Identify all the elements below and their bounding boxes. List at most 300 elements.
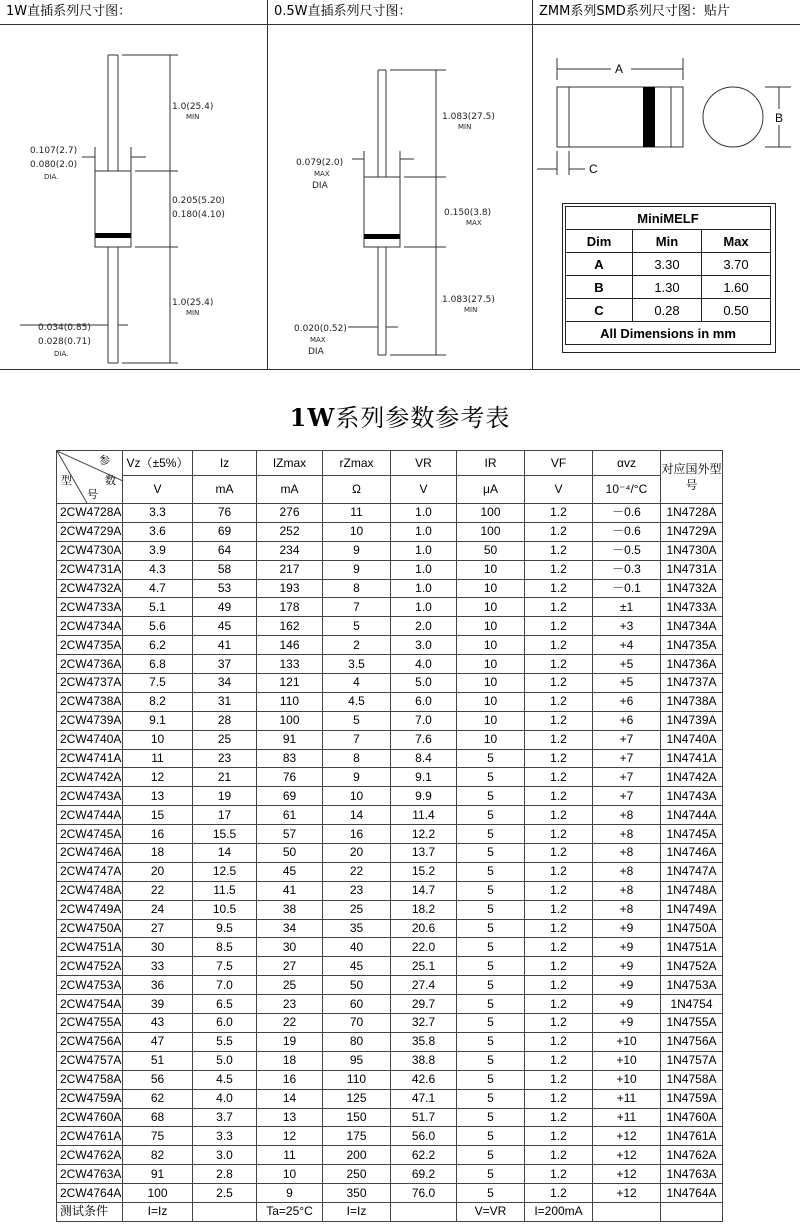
value-cell: 7.5: [123, 674, 193, 693]
value-cell: 5: [457, 1108, 525, 1127]
table-row: [57, 541, 723, 560]
minimelf-title: MiniMELF: [566, 207, 771, 230]
value-cell: 178: [257, 598, 323, 617]
value-cell: 15.2: [391, 862, 457, 881]
minimelf-footer: All Dimensions in mm: [566, 322, 771, 345]
equivalent-cell: 1N4731A: [661, 560, 723, 579]
value-cell: 350: [323, 1184, 391, 1203]
value-cell: 33: [123, 957, 193, 976]
model-cell: 2CW4751A: [57, 938, 123, 957]
panel-header: 1W直插系列尺寸图：: [0, 0, 267, 25]
value-cell: 28: [193, 711, 257, 730]
value-cell: 5: [457, 919, 525, 938]
value-cell: 2.8: [193, 1165, 257, 1184]
equivalent-cell: 1N4733A: [661, 598, 723, 617]
value-cell: 12: [123, 768, 193, 787]
header-row: [57, 451, 723, 476]
value-cell: 5: [457, 806, 525, 825]
value-cell: 25.1: [391, 957, 457, 976]
value-cell: 5: [457, 976, 525, 995]
value-cell: +12: [593, 1146, 661, 1165]
value-cell: +5: [593, 655, 661, 674]
svg-text:DIA: DIA: [308, 347, 324, 357]
value-cell: 1.0: [391, 504, 457, 523]
equivalent-cell: 1N4744A: [661, 806, 723, 825]
table-row: [57, 749, 723, 768]
value-cell: 1.2: [525, 1089, 593, 1108]
value-cell: 10: [323, 787, 391, 806]
value-cell: 3.7: [193, 1108, 257, 1127]
svg-text:MIN: MIN: [186, 309, 200, 317]
equivalent-cell: 1N4729A: [661, 522, 723, 541]
value-cell: 1.0: [391, 579, 457, 598]
column-header: Vz（±5%）: [123, 451, 193, 476]
dim-label-c: C: [589, 162, 598, 176]
table-row: [57, 692, 723, 711]
table-row: [57, 617, 723, 636]
cathode-band: [643, 87, 655, 147]
value-cell: 1.2: [525, 825, 593, 844]
column-header-equivalent: 对应国外型号: [661, 451, 723, 504]
value-cell: 12.2: [391, 825, 457, 844]
value-cell: 4.7: [123, 579, 193, 598]
value-cell: 56: [123, 1070, 193, 1089]
equivalent-cell: 1N4756A: [661, 1032, 723, 1051]
value-cell: 14.7: [391, 881, 457, 900]
lead-length-bottom: 1.0(25.4): [172, 298, 214, 308]
table-row: [57, 522, 723, 541]
test-conditions-row: [57, 1202, 723, 1221]
value-cell: 10: [457, 655, 525, 674]
value-cell: +9: [593, 976, 661, 995]
value-cell: 43: [123, 1014, 193, 1033]
value-cell: +9: [593, 1014, 661, 1033]
value-cell: 2.5: [193, 1184, 257, 1203]
model-cell: 2CW4763A: [57, 1165, 123, 1184]
value-cell: +3: [593, 617, 661, 636]
value-cell: 5: [457, 1051, 525, 1070]
value-cell: 1.2: [525, 711, 593, 730]
lead-length-top: 1.083(27.5): [442, 112, 495, 122]
value-cell: 6.0: [193, 1014, 257, 1033]
equivalent-cell: 1N4764A: [661, 1184, 723, 1203]
column-unit: V: [525, 476, 593, 504]
value-cell: 5: [457, 1032, 525, 1051]
value-cell: 3.0: [391, 636, 457, 655]
value-cell: 1.2: [525, 674, 593, 693]
value-cell: 69: [193, 522, 257, 541]
value-cell: 11: [123, 749, 193, 768]
value-cell: 45: [323, 957, 391, 976]
table-row: [57, 787, 723, 806]
value-cell: 10: [457, 617, 525, 636]
value-cell: 16: [257, 1070, 323, 1089]
value-cell: 82: [123, 1146, 193, 1165]
model-cell: 2CW4759A: [57, 1089, 123, 1108]
value-cell: +9: [593, 919, 661, 938]
value-cell: 1.2: [525, 1032, 593, 1051]
value-cell: 36: [123, 976, 193, 995]
value-cell: 1.2: [525, 1127, 593, 1146]
value-cell: 69.2: [391, 1165, 457, 1184]
value-cell: 10: [323, 522, 391, 541]
dimension-drawings: [0, 0, 800, 372]
table-row: [57, 844, 723, 863]
value-cell: 9.1: [123, 711, 193, 730]
value-cell: 3.3: [193, 1127, 257, 1146]
table-row: [57, 1089, 723, 1108]
value-cell: +11: [593, 1089, 661, 1108]
value-cell: 10: [457, 579, 525, 598]
value-cell: +5: [593, 674, 661, 693]
model-cell: 2CW4744A: [57, 806, 123, 825]
dim-label-a: A: [615, 62, 624, 76]
value-cell: 3.3: [123, 504, 193, 523]
equivalent-cell: 1N4739A: [661, 711, 723, 730]
value-cell: 47.1: [391, 1089, 457, 1108]
table-row: [57, 919, 723, 938]
value-cell: 100: [457, 504, 525, 523]
value-cell: 22: [323, 862, 391, 881]
value-cell: 10: [457, 636, 525, 655]
value-cell: －0.5: [593, 541, 661, 560]
value-cell: 5: [457, 1165, 525, 1184]
value-cell: 76: [193, 504, 257, 523]
value-cell: 1.2: [525, 957, 593, 976]
value-cell: 14: [323, 806, 391, 825]
value-cell: 1.2: [525, 806, 593, 825]
minimelf-drawing: [533, 25, 799, 205]
value-cell: +8: [593, 806, 661, 825]
condition-cell: 测试条件: [57, 1202, 123, 1221]
value-cell: 25: [193, 730, 257, 749]
value-cell: 56.0: [391, 1127, 457, 1146]
value-cell: +10: [593, 1051, 661, 1070]
value-cell: 6.0: [391, 692, 457, 711]
value-cell: 1.2: [525, 919, 593, 938]
value-cell: 24: [123, 900, 193, 919]
value-cell: +9: [593, 957, 661, 976]
value-cell: 75: [123, 1127, 193, 1146]
svg-text:DIA.: DIA.: [54, 350, 69, 358]
value-cell: 34: [257, 919, 323, 938]
value-cell: 21: [193, 768, 257, 787]
value-cell: 2.0: [391, 617, 457, 636]
value-cell: 9: [257, 1184, 323, 1203]
equivalent-cell: 1N4742A: [661, 768, 723, 787]
value-cell: 5: [457, 881, 525, 900]
value-cell: +12: [593, 1165, 661, 1184]
value-cell: －0.1: [593, 579, 661, 598]
value-cell: 57: [257, 825, 323, 844]
value-cell: 41: [257, 881, 323, 900]
value-cell: 5.1: [123, 598, 193, 617]
equivalent-cell: 1N4751A: [661, 938, 723, 957]
value-cell: 1.2: [525, 504, 593, 523]
value-cell: 1.2: [525, 938, 593, 957]
equivalent-cell: 1N4754: [661, 995, 723, 1014]
value-cell: 5.0: [391, 674, 457, 693]
svg-text:MIN: MIN: [458, 123, 472, 131]
value-cell: +7: [593, 768, 661, 787]
value-cell: 5: [457, 938, 525, 957]
value-cell: 91: [123, 1165, 193, 1184]
value-cell: 38: [257, 900, 323, 919]
equivalent-cell: 1N4750A: [661, 919, 723, 938]
table-row: [57, 976, 723, 995]
column-unit: mA: [257, 476, 323, 504]
body-len-min: 0.180(4.10): [172, 210, 225, 220]
model-cell: 2CW4733A: [57, 598, 123, 617]
model-cell: 2CW4731A: [57, 560, 123, 579]
value-cell: 4: [323, 674, 391, 693]
value-cell: 3.0: [193, 1146, 257, 1165]
equivalent-cell: 1N4755A: [661, 1014, 723, 1033]
value-cell: +9: [593, 995, 661, 1014]
value-cell: 50: [323, 976, 391, 995]
model-cell: 2CW4757A: [57, 1051, 123, 1070]
value-cell: +8: [593, 862, 661, 881]
value-cell: 4.0: [193, 1089, 257, 1108]
panel-header: ZMM系列SMD系列尺寸图：贴片: [533, 0, 800, 25]
svg-text:MAX: MAX: [310, 336, 326, 344]
value-cell: 200: [323, 1146, 391, 1165]
value-cell: 19: [193, 787, 257, 806]
equivalent-cell: 1N4752A: [661, 957, 723, 976]
model-cell: 2CW4754A: [57, 995, 123, 1014]
value-cell: 1.2: [525, 862, 593, 881]
value-cell: 12: [257, 1127, 323, 1146]
equivalent-cell: 1N4741A: [661, 749, 723, 768]
value-cell: 146: [257, 636, 323, 655]
value-cell: ±1: [593, 598, 661, 617]
value-cell: 51.7: [391, 1108, 457, 1127]
value-cell: 15: [123, 806, 193, 825]
value-cell: 5: [457, 900, 525, 919]
column-header: IR: [457, 451, 525, 476]
value-cell: 22: [123, 881, 193, 900]
value-cell: 5: [323, 617, 391, 636]
value-cell: 35.8: [391, 1032, 457, 1051]
table-row: [57, 674, 723, 693]
value-cell: +7: [593, 787, 661, 806]
model-cell: 2CW4745A: [57, 825, 123, 844]
1w-diode-drawing: [0, 25, 266, 369]
equivalent-cell: 1N4745A: [661, 825, 723, 844]
value-cell: 11.4: [391, 806, 457, 825]
value-cell: 1.2: [525, 598, 593, 617]
value-cell: 5.0: [193, 1051, 257, 1070]
panel-05w-through-hole: [268, 0, 533, 370]
value-cell: 16: [123, 825, 193, 844]
body-dia-min: 0.080(2.0): [30, 160, 78, 170]
model-cell: 2CW4730A: [57, 541, 123, 560]
value-cell: +7: [593, 749, 661, 768]
panel-1w-through-hole: [0, 0, 268, 370]
value-cell: 175: [323, 1127, 391, 1146]
value-cell: －0.3: [593, 560, 661, 579]
value-cell: 5: [457, 1127, 525, 1146]
value-cell: 250: [323, 1165, 391, 1184]
value-cell: 53: [193, 579, 257, 598]
value-cell: 12.5: [193, 862, 257, 881]
value-cell: 7.0: [391, 711, 457, 730]
column-unit: 10⁻⁴/°C: [593, 476, 661, 504]
value-cell: 4.5: [193, 1070, 257, 1089]
value-cell: 45: [193, 617, 257, 636]
table-row: [57, 579, 723, 598]
value-cell: 10: [457, 692, 525, 711]
value-cell: 37: [193, 655, 257, 674]
equivalent-cell: 1N4749A: [661, 900, 723, 919]
model-cell: 2CW4760A: [57, 1108, 123, 1127]
value-cell: 50: [257, 844, 323, 863]
column-header: IZmax: [257, 451, 323, 476]
value-cell: 62: [123, 1089, 193, 1108]
page-title: 1W系列参数参考表: [289, 403, 511, 432]
value-cell: 1.2: [525, 1014, 593, 1033]
value-cell: 19: [257, 1032, 323, 1051]
value-cell: 5: [457, 787, 525, 806]
minimelf-row: A 3.30 3.70: [566, 253, 771, 276]
value-cell: 10.5: [193, 900, 257, 919]
value-cell: 193: [257, 579, 323, 598]
value-cell: +8: [593, 881, 661, 900]
value-cell: 5: [457, 1184, 525, 1203]
column-unit: μA: [457, 476, 525, 504]
value-cell: 27: [123, 919, 193, 938]
value-cell: 5: [457, 862, 525, 881]
value-cell: 1.2: [525, 692, 593, 711]
value-cell: 80: [323, 1032, 391, 1051]
table-row: [57, 881, 723, 900]
value-cell: 11: [257, 1146, 323, 1165]
05w-diode-drawing: [268, 25, 531, 369]
table-row: [57, 1165, 723, 1184]
svg-text:DIA.: DIA.: [44, 173, 59, 181]
value-cell: 1.2: [525, 636, 593, 655]
column-header: αvz: [593, 451, 661, 476]
model-cell: 2CW4739A: [57, 711, 123, 730]
model-cell: 2CW4738A: [57, 692, 123, 711]
value-cell: 133: [257, 655, 323, 674]
value-cell: 22: [257, 1014, 323, 1033]
value-cell: 10: [457, 598, 525, 617]
value-cell: －0.6: [593, 522, 661, 541]
model-cell: 2CW4735A: [57, 636, 123, 655]
value-cell: 58: [193, 560, 257, 579]
value-cell: 110: [323, 1070, 391, 1089]
table-row: [57, 1146, 723, 1165]
value-cell: 10: [257, 1165, 323, 1184]
value-cell: 83: [257, 749, 323, 768]
value-cell: 13: [257, 1108, 323, 1127]
table-row: [57, 806, 723, 825]
condition-cell: I=Iz: [123, 1202, 193, 1221]
model-cell: 2CW4742A: [57, 768, 123, 787]
cathode-band: [95, 233, 131, 238]
table-row: [57, 711, 723, 730]
value-cell: 9.1: [391, 768, 457, 787]
value-cell: +8: [593, 844, 661, 863]
equivalent-cell: 1N4759A: [661, 1089, 723, 1108]
value-cell: 20.6: [391, 919, 457, 938]
value-cell: 13.7: [391, 844, 457, 863]
value-cell: 10: [457, 674, 525, 693]
value-cell: 4.3: [123, 560, 193, 579]
header-corner: [57, 451, 123, 504]
column-unit: V: [123, 476, 193, 504]
value-cell: 100: [123, 1184, 193, 1203]
condition-cell: [193, 1202, 257, 1221]
table-row: [57, 1032, 723, 1051]
value-cell: 6.8: [123, 655, 193, 674]
value-cell: +8: [593, 900, 661, 919]
table-row: [57, 995, 723, 1014]
value-cell: 162: [257, 617, 323, 636]
equivalent-cell: 1N4730A: [661, 541, 723, 560]
value-cell: 5: [457, 825, 525, 844]
value-cell: 76: [257, 768, 323, 787]
equivalent-cell: 1N4747A: [661, 862, 723, 881]
value-cell: 14: [257, 1089, 323, 1108]
value-cell: 10: [457, 560, 525, 579]
equivalent-cell: 1N4753A: [661, 976, 723, 995]
value-cell: 1.2: [525, 1108, 593, 1127]
value-cell: 11.5: [193, 881, 257, 900]
value-cell: 68: [123, 1108, 193, 1127]
minimelf-table: MiniMELF Dim Min Max A 3.30 3.70 B 1.30 1.60 C 0.28 0.50 All Dimensions in mm: [565, 206, 771, 345]
value-cell: 13: [123, 787, 193, 806]
table-row: [57, 1184, 723, 1203]
model-cell: 2CW4753A: [57, 976, 123, 995]
equivalent-cell: 1N4734A: [661, 617, 723, 636]
value-cell: 17: [193, 806, 257, 825]
lead-dia-max: 0.034(0.85): [38, 323, 91, 333]
condition-cell: Ta=25°C: [257, 1202, 323, 1221]
equivalent-cell: 1N4761A: [661, 1127, 723, 1146]
model-cell: 2CW4750A: [57, 919, 123, 938]
value-cell: 1.2: [525, 541, 593, 560]
value-cell: 1.2: [525, 844, 593, 863]
table-row: [57, 1014, 723, 1033]
equivalent-cell: 1N4732A: [661, 579, 723, 598]
body-len-max: 0.205(5.20): [172, 196, 225, 206]
svg-text:MIN: MIN: [464, 306, 478, 314]
table-row: [57, 957, 723, 976]
model-cell: 2CW4743A: [57, 787, 123, 806]
cathode-band: [364, 234, 400, 239]
svg-text:MAX: MAX: [314, 170, 330, 178]
value-cell: 1.2: [525, 560, 593, 579]
equivalent-cell: 1N4728A: [661, 504, 723, 523]
value-cell: 5: [457, 1146, 525, 1165]
value-cell: 9: [323, 560, 391, 579]
value-cell: 6.5: [193, 995, 257, 1014]
value-cell: 27.4: [391, 976, 457, 995]
value-cell: 45: [257, 862, 323, 881]
table-row: [57, 768, 723, 787]
equivalent-cell: 1N4746A: [661, 844, 723, 863]
value-cell: 39: [123, 995, 193, 1014]
value-cell: 1.2: [525, 1051, 593, 1070]
table-row: [57, 636, 723, 655]
equivalent-cell: 1N4738A: [661, 692, 723, 711]
value-cell: 10: [457, 711, 525, 730]
value-cell: 20: [123, 862, 193, 881]
corner-label: 号: [87, 489, 98, 501]
value-cell: 25: [257, 976, 323, 995]
